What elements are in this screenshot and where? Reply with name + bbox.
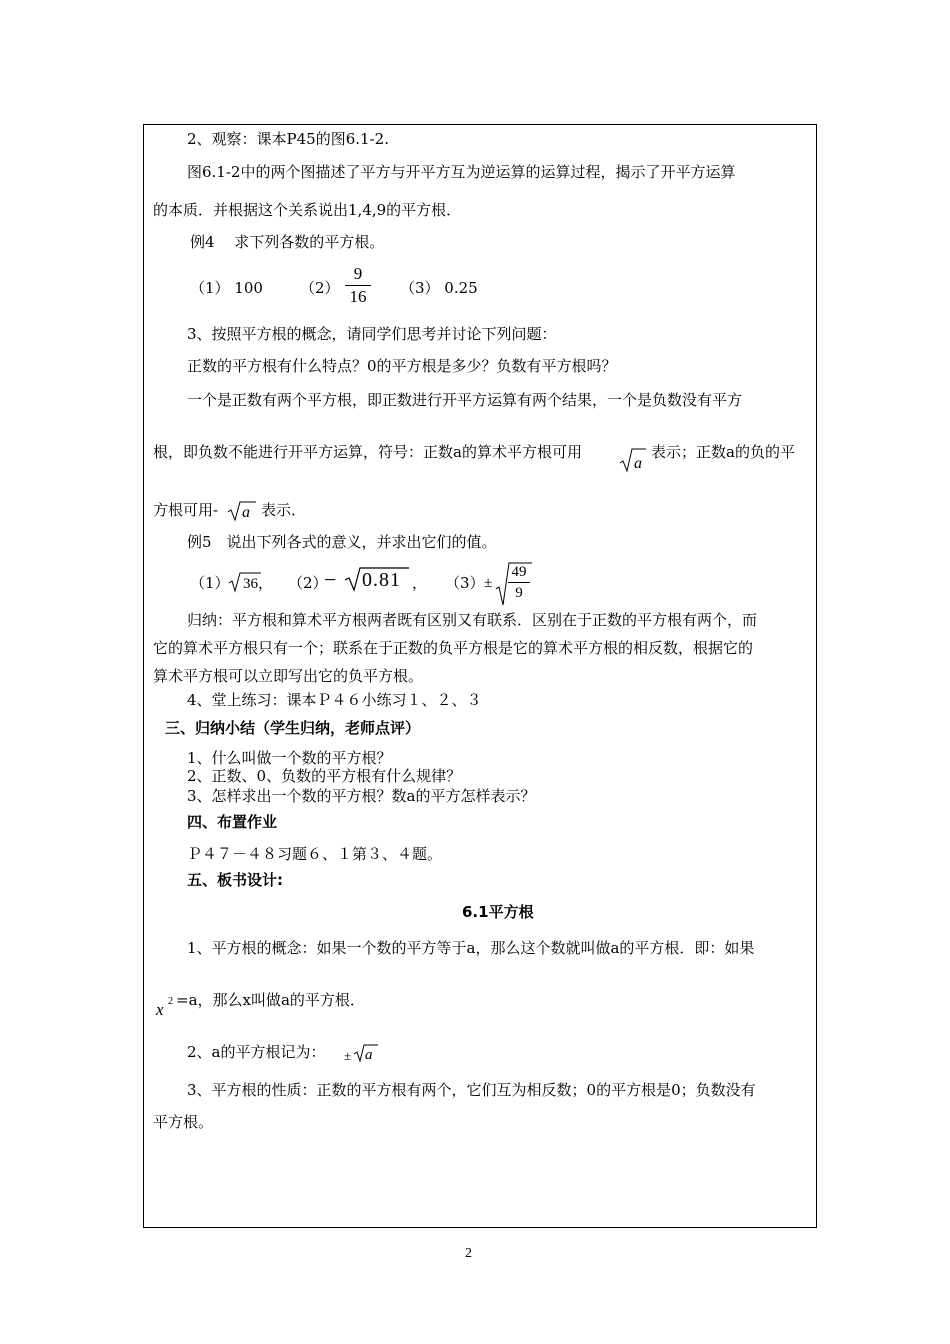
questions-line: 正数的平方根有什么特点？0的平方根是多少？负数有平方根吗？ [187,357,617,375]
observe-line: 2、观察：课本P45的图6.1-2. [187,130,389,148]
sqrt-a-radical [620,447,646,473]
board-heading: 6.1平方根 [462,903,534,921]
summary-question-2: 2、正数、0、负数的平方根有什么规律？ [187,767,462,785]
board-definition-line-2: =a，那么x叫做a的平方根． [176,991,365,1009]
board-property-line-1: 3、平方根的性质：正数的平方根有两个，它们互为相反数；0的平方根是0；负数没有 [187,1081,756,1099]
summary-question-3: 3、怎样求出一个数的平方根？数a的平方怎样表示？ [187,787,536,805]
board-notation-line: 2、a的平方根记为： [187,1043,326,1061]
summary-line-2: 它的算术平方根只有一个；联系在于正数的负平方根是它的算术平方根的相反数，根据它的 [153,639,754,657]
discussion-line: 3、按照平方根的概念，请同学们思考并讨论下列问题： [187,325,557,343]
example-4-fraction [345,264,371,307]
answer-line-3b: 表示． [261,501,307,519]
board-sqrt-variable: a [365,1047,373,1063]
figure-description-line-1: 图6.1-2中的两个图描述了平方与开平方互为逆运算的运算过程，揭示了开平方运算 [187,163,736,181]
example-5-title: 例5 说出下列各式的意义，并求出它们的值。 [187,533,497,551]
answer-line-2b: 表示；正数a的负的平 [651,443,795,461]
fraction-bar [508,582,530,583]
summary-section-title: 三、归纳小结（学生归纳，老师点评） [165,719,421,737]
example-5-item-2-sign: − [324,567,337,592]
summary-question-1: 1、什么叫做一个数的平方根？ [187,749,392,767]
sqrt-49-9-fraction [508,563,530,602]
example-5-item-2-comma: ， [412,574,428,592]
board-x-exponent: 2 [168,996,173,1007]
answer-line-2a: 根，即负数不能进行开平方运算，符号：正数a的算术平方根可用 [153,443,582,461]
fraction-numerator: 49 [511,564,527,580]
board-design-section-title: 五、板书设计: [187,871,283,889]
fraction-bar [345,285,371,286]
practice-line: 4、堂上练习：课本Ｐ４６小练习１、２、３ [187,691,482,709]
board-x-variable: x [156,1000,164,1019]
example-4-item-1: （1） 100 [190,279,263,297]
board-property-line-2: 平方根。 [153,1113,214,1131]
summary-line-1: 归纳：平方根和算术平方根两者既有区别又有联系．区别在于正数的平方根有两个，而 [187,611,758,629]
example-4-title: 例4 求下列各数的平方根。 [190,233,385,251]
page-number: 2 [465,1246,472,1261]
example-4-item-2-label: （2） [300,279,340,297]
fraction-denominator: 9 [515,585,523,601]
fraction-numerator: 9 [353,264,363,283]
sqrt-a-variable: a [634,455,642,472]
answer-line-1: 一个是正数有两个平方根，即正数进行开平方运算有两个结果，一个是负数没有平方 [187,391,743,409]
example-5-item-1-comma: ， [258,574,274,592]
homework-line: Ｐ４７－４８习题６、１第３、４题。 [187,845,443,863]
fraction-denominator: 16 [349,287,367,306]
figure-description-line-2: 的本质．并根据这个关系说出1,4,9的平方根． [153,201,462,219]
homework-section-title: 四、布置作业 [187,813,278,831]
answer-line-3a: 方根可用- [153,501,219,519]
example-5-item-2-label: （2） [288,574,328,592]
summary-line-3: 算术平方根可以立即写出它的负平方根。 [153,667,424,685]
example-5-item-1-label: （1） [190,574,230,592]
neg-sqrt-a-variable: a [242,504,250,521]
sqrt-081-value: 0.81 [362,569,401,591]
sqrt-36-value: 36 [243,576,258,592]
example-5-item-3-sign: ± [484,575,493,591]
board-definition-line-1: 1、平方根的概念：如果一个数的平方等于a，那么这个数就叫做a的平方根．即：如果 [187,939,755,957]
board-notation-sign: ± [344,1048,352,1063]
example-5-item-3-label: （3） [445,574,485,592]
example-4-item-3: （3） 0.25 [400,279,478,297]
